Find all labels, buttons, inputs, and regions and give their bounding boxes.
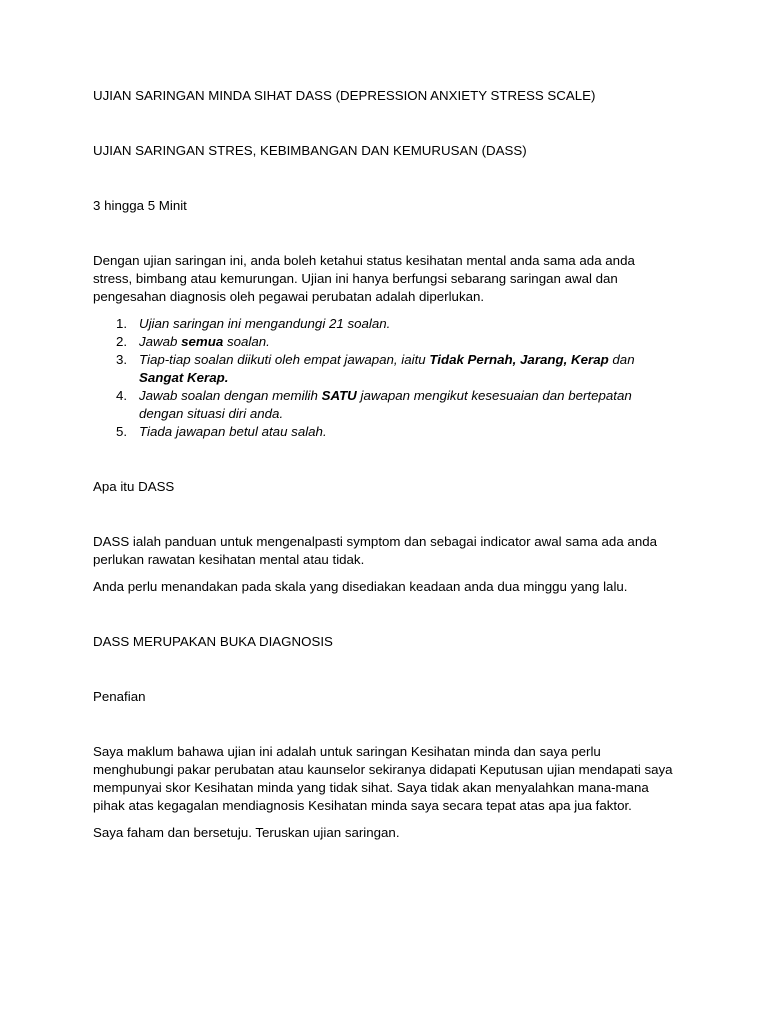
instruction-item-5 (116, 423, 673, 441)
list-number: 5. (116, 424, 128, 439)
instruction-text: Tiada jawapan betul atau salah. (139, 424, 327, 439)
instruction-item-1 (116, 315, 673, 333)
instruction-text: Jawab (139, 334, 182, 349)
list-number: 4. (116, 388, 128, 403)
instruction-text: Tiap-tiap soalan diikuti oleh empat jawapan, iaitu (139, 352, 430, 367)
disclaimer-heading: Penafian (93, 689, 146, 704)
instruction-emphasis: semua (181, 334, 224, 349)
instruction-item-2 (116, 333, 673, 351)
instruction-emphasis: Tidak Pernah, Jarang, Kerap (429, 352, 609, 367)
instruction-text: dan (608, 352, 635, 367)
agreement-text: Saya faham dan bersetuju. Teruskan ujian saringan. (93, 825, 400, 840)
instruction-emphasis: Sangat Kerap. (139, 370, 229, 385)
duration-text: 3 hingga 5 Minit (93, 198, 187, 213)
disclaimer-paragraph: Saya maklum bahawa ujian ini adalah untuk saringan Kesihatan minda dan saya perlu menghubungi pakar perubatan atau kaunselor sekiranya didapati Keputusan ujian mendapati saya mempunyai skor Kesihatan minda yang tidak sihat. Saya tidak akan menyalahkan mana-mana pihak atas kegagalan mendiagnosis Kesihatan minda saya secara tepat atas apa jua faktor. (93, 744, 673, 813)
instructions-list (93, 315, 673, 441)
intro-paragraph: Dengan ujian saringan ini, anda boleh ketahui status kesihatan mental anda sama ada anda stress, bimbang atau kemurungan. Ujian ini hanya berfungsi sebarang saringan awal dan pengesahan diagnosis oleh pegawai perubatan adalah diperlukan. (93, 253, 635, 304)
what-is-heading: Apa itu DASS (93, 479, 175, 494)
not-diagnosis-heading: DASS MERUPAKAN BUKA DIAGNOSIS (93, 634, 333, 649)
instruction-text: jawapan mengikut kesesuaian dan bertepatan dengan situasi diri anda. (139, 388, 632, 421)
document-content (93, 87, 673, 842)
list-number: 1. (116, 316, 128, 331)
instruction-item-3 (116, 351, 673, 387)
document-title: UJIAN SARINGAN MINDA SIHAT DASS (DEPRESSION ANXIETY STRESS SCALE) (93, 88, 596, 103)
instruction-emphasis: SATU (321, 388, 357, 403)
marking-instruction-paragraph: Anda perlu menandakan pada skala yang disediakan keadaan anda dua minggu yang lalu. (93, 579, 628, 594)
instruction-text: Ujian saringan ini mengandungi 21 soalan. (139, 316, 391, 331)
list-number: 3. (116, 352, 128, 367)
instruction-text: soalan. (223, 334, 270, 349)
document-subtitle: UJIAN SARINGAN STRES, KEBIMBANGAN DAN KEMURUSAN (DASS) (93, 143, 527, 158)
what-is-paragraph: DASS ialah panduan untuk mengenalpasti symptom dan sebagai indicator awal sama ada anda perlukan rawatan kesihatan mental atau tidak. (93, 534, 658, 567)
list-number: 2. (116, 334, 128, 349)
instruction-text: Jawab soalan dengan memilih (139, 388, 322, 403)
instruction-item-4 (116, 387, 673, 423)
